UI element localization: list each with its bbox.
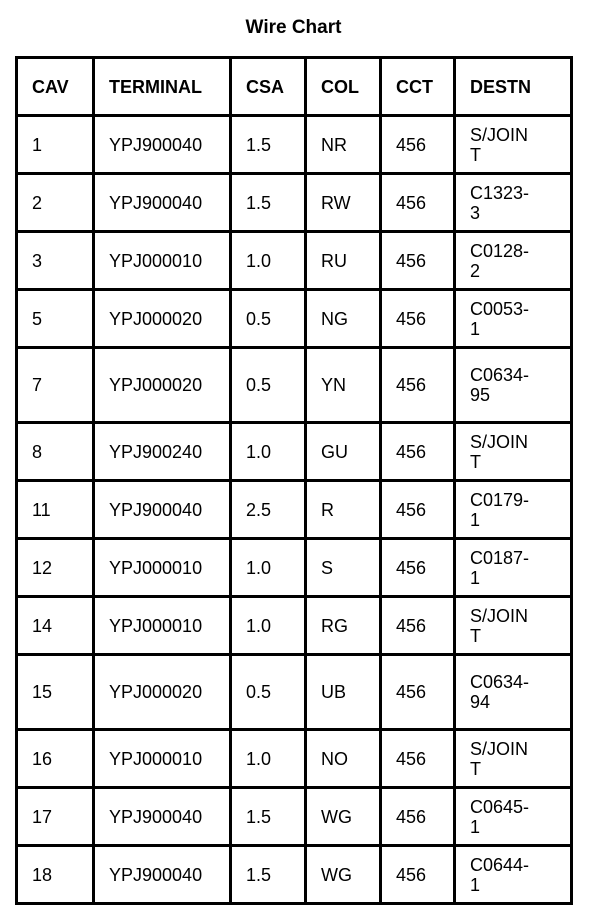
col-cell: GU (306, 423, 381, 481)
csa-cell: 1.0 (231, 730, 306, 788)
table-row (17, 597, 572, 655)
cav-cell: 18 (17, 846, 94, 904)
cav-cell: 5 (17, 290, 94, 348)
cct-cell: 456 (381, 539, 455, 597)
col-cell: NG (306, 290, 381, 348)
col-cell: RW (306, 174, 381, 232)
destn-cell: C0634-94 (455, 655, 572, 730)
col-cell: WG (306, 788, 381, 846)
terminal-cell: YPJ000020 (94, 290, 231, 348)
header-destn: DESTN (455, 58, 572, 116)
destn-cell: C0179-1 (455, 481, 572, 539)
header-row (17, 58, 572, 116)
csa-cell: 1.0 (231, 539, 306, 597)
terminal-cell: YPJ000020 (94, 348, 231, 423)
cav-cell: 14 (17, 597, 94, 655)
cct-cell: 456 (381, 788, 455, 846)
table-row (17, 116, 572, 174)
cav-cell: 16 (17, 730, 94, 788)
csa-cell: 1.0 (231, 423, 306, 481)
terminal-cell: YPJ000020 (94, 655, 231, 730)
cav-cell: 3 (17, 232, 94, 290)
destn-cell: C0187-1 (455, 539, 572, 597)
destn-cell: C0645-1 (455, 788, 572, 846)
cav-cell: 8 (17, 423, 94, 481)
header-cct: CCT (381, 58, 455, 116)
destn-cell: C1323-3 (455, 174, 572, 232)
col-cell: YN (306, 348, 381, 423)
cct-cell: 456 (381, 174, 455, 232)
table-row (17, 174, 572, 232)
csa-cell: 1.5 (231, 174, 306, 232)
cct-cell: 456 (381, 423, 455, 481)
cav-cell: 15 (17, 655, 94, 730)
terminal-cell: YPJ000010 (94, 232, 231, 290)
destn-cell: C0634-95 (455, 348, 572, 423)
cct-cell: 456 (381, 597, 455, 655)
table-row (17, 846, 572, 904)
cav-cell: 7 (17, 348, 94, 423)
table-row (17, 232, 572, 290)
table-row (17, 423, 572, 481)
csa-cell: 1.5 (231, 116, 306, 174)
cct-cell: 456 (381, 481, 455, 539)
csa-cell: 0.5 (231, 348, 306, 423)
cav-cell: 17 (17, 788, 94, 846)
destn-cell: S/JOINT (455, 423, 572, 481)
terminal-cell: YPJ000010 (94, 597, 231, 655)
table-row (17, 348, 572, 423)
col-cell: S (306, 539, 381, 597)
terminal-cell: YPJ000010 (94, 730, 231, 788)
col-cell: RG (306, 597, 381, 655)
cct-cell: 456 (381, 348, 455, 423)
table-row (17, 655, 572, 730)
col-cell: RU (306, 232, 381, 290)
cav-cell: 2 (17, 174, 94, 232)
destn-cell: C0053-1 (455, 290, 572, 348)
cct-cell: 456 (381, 116, 455, 174)
terminal-cell: YPJ900040 (94, 788, 231, 846)
csa-cell: 1.5 (231, 788, 306, 846)
page-title: Wire Chart (245, 17, 342, 38)
col-cell: R (306, 481, 381, 539)
terminal-cell: YPJ900040 (94, 846, 231, 904)
csa-cell: 1.0 (231, 232, 306, 290)
terminal-cell: YPJ900240 (94, 423, 231, 481)
cct-cell: 456 (381, 846, 455, 904)
table-row (17, 290, 572, 348)
destn-cell: S/JOINT (455, 116, 572, 174)
csa-cell: 1.5 (231, 846, 306, 904)
cav-cell: 11 (17, 481, 94, 539)
header-terminal: TERMINAL (94, 58, 231, 116)
col-cell: NR (306, 116, 381, 174)
terminal-cell: YPJ900040 (94, 481, 231, 539)
csa-cell: 2.5 (231, 481, 306, 539)
csa-cell: 0.5 (231, 655, 306, 730)
cav-cell: 1 (17, 116, 94, 174)
destn-cell: C0644-1 (455, 846, 572, 904)
table-row (17, 788, 572, 846)
cav-cell: 12 (17, 539, 94, 597)
destn-cell: C0128-2 (455, 232, 572, 290)
terminal-cell: YPJ000010 (94, 539, 231, 597)
table-row (17, 481, 572, 539)
col-cell: NO (306, 730, 381, 788)
terminal-cell: YPJ900040 (94, 174, 231, 232)
header-cav: CAV (17, 58, 94, 116)
col-cell: UB (306, 655, 381, 730)
csa-cell: 0.5 (231, 290, 306, 348)
header-col: COL (306, 58, 381, 116)
destn-cell: S/JOINT (455, 597, 572, 655)
cct-cell: 456 (381, 655, 455, 730)
header-csa: CSA (231, 58, 306, 116)
table-row (17, 539, 572, 597)
wire-chart-table (15, 56, 573, 905)
csa-cell: 1.0 (231, 597, 306, 655)
cct-cell: 456 (381, 730, 455, 788)
cct-cell: 456 (381, 290, 455, 348)
terminal-cell: YPJ900040 (94, 116, 231, 174)
table-row (17, 730, 572, 788)
destn-cell: S/JOINT (455, 730, 572, 788)
cct-cell: 456 (381, 232, 455, 290)
col-cell: WG (306, 846, 381, 904)
